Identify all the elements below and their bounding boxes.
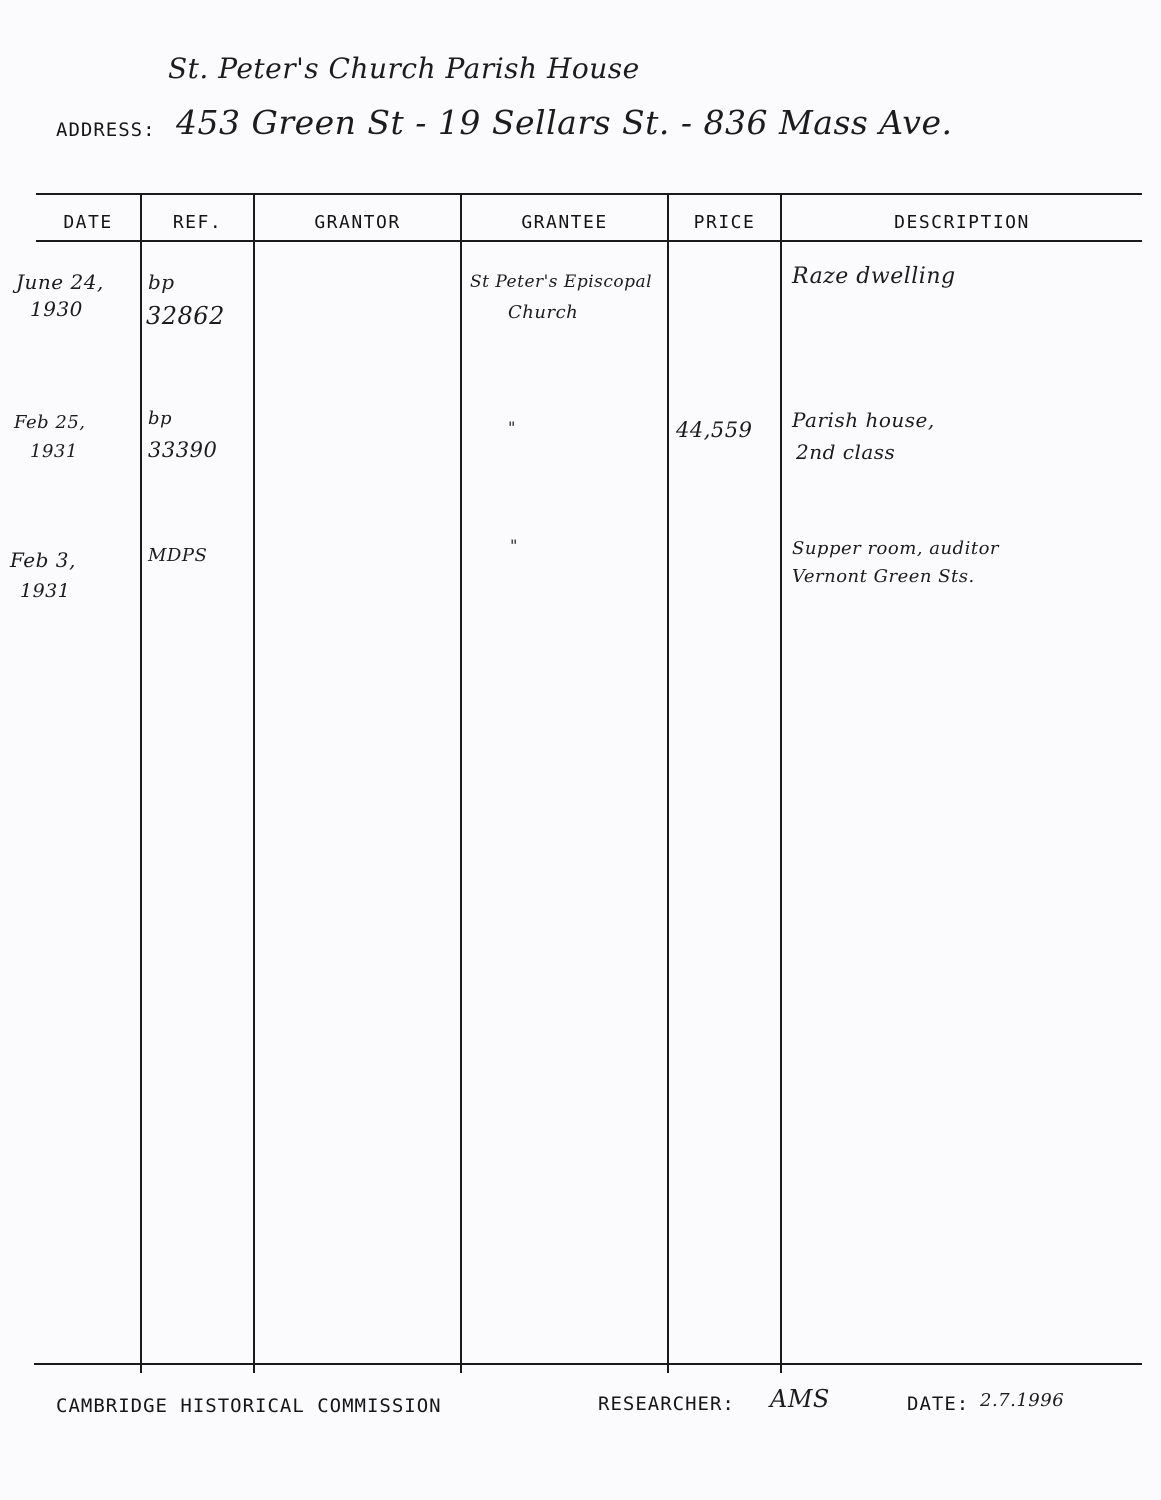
date-label: DATE:	[907, 1393, 970, 1415]
header-bottom-rule	[36, 240, 1142, 242]
header-grantee: GRANTEE	[521, 211, 608, 233]
header-grantor: GRANTOR	[314, 211, 401, 233]
row1-grantee-line2: Church	[508, 302, 579, 323]
row1-ref-line1: bp	[148, 270, 175, 294]
row3-description-line2: Vernont Green Sts.	[792, 566, 975, 587]
header-ref: REF.	[172, 211, 223, 233]
row3-ref-line1: MDPS	[148, 545, 208, 566]
column-divider-grantee-price	[667, 193, 669, 1373]
table-top-rule	[36, 193, 1142, 195]
address-label: ADDRESS:	[56, 119, 156, 141]
table-bottom-rule	[34, 1363, 1142, 1365]
row2-ref-line1: bp	[148, 408, 173, 429]
row3-grantee-line1: "	[510, 536, 518, 555]
row2-description-line1: Parish house,	[792, 408, 935, 432]
row2-grantee-line1: "	[508, 418, 516, 437]
column-divider-date-ref	[140, 193, 142, 1373]
row1-description-line1: Raze dwelling	[792, 264, 956, 289]
header-date: DATE	[63, 211, 113, 233]
row2-price: 44,559	[676, 418, 753, 442]
row3-date-line1: Feb 3,	[10, 548, 76, 572]
researcher-value: AMS	[770, 1385, 830, 1413]
header-price: PRICE	[693, 211, 756, 233]
row1-date-line2: 1930	[30, 297, 83, 321]
row2-date-line1: Feb 25,	[14, 412, 86, 433]
address-value: 453 Green St - 19 Sellars St. - 836 Mass Ave.	[176, 103, 953, 142]
date-value: 2.7.1996	[980, 1390, 1065, 1411]
row2-ref-line2: 33390	[148, 438, 218, 462]
researcher-label: RESEARCHER:	[598, 1393, 735, 1415]
header-description: DESCRIPTION	[894, 211, 1030, 233]
row1-ref-line2: 32862	[146, 302, 225, 330]
column-divider-grantor-grantee	[460, 193, 462, 1373]
handwritten-title: St. Peter's Church Parish House	[168, 52, 640, 85]
row2-date-line2: 1931	[30, 441, 78, 462]
row2-description-line2: 2nd class	[796, 440, 896, 464]
row3-date-line2: 1931	[20, 580, 71, 602]
row1-grantee-line1: St Peter's Episcopal	[470, 272, 653, 292]
footer-organization: CAMBRIDGE HISTORICAL COMMISSION	[56, 1395, 442, 1417]
row1-date-line1: June 24,	[16, 270, 104, 294]
column-divider-ref-grantor	[253, 193, 255, 1373]
column-divider-price-description	[780, 193, 782, 1373]
row3-description-line1: Supper room, auditor	[792, 538, 1000, 559]
